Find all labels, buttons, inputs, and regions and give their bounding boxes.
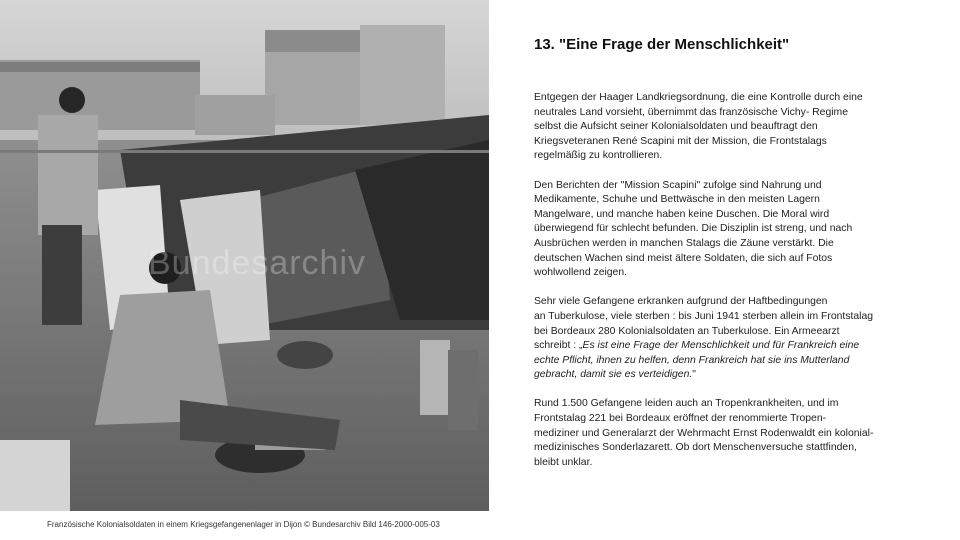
paragraph-vichy-control: Entgegen der Haager Landkriegsordnung, die eine Kontrolle durch eine neutrales Land vorsieht, übernimmt das französische Vichy- Regime selbst die Aufsicht seiner Kolonialsoldaten und beauftragt den Kriegsveteranen René Scapini mit der Mission, die Frontstalags regelmäßig zu kontrollieren. [534,92,863,162]
paragraph-tropical-diseases: Rund 1.500 Gefangene leiden auch an Tropenkrankheiten, und im Frontstalag 221 bei Bordeaux eröffnet der renommierte Tropen- mediziner und Generalarzt der Wehrmacht Ernst Rodenwaldt ein kolonial- medizinisches Sonderlazarett. Ob dort Menschenversuche stattfinden, bleibt unklar. [534,398,874,468]
page-title: 13. "Eine Frage der Menschlichkeit" [534,36,790,53]
paragraph-mission-scapini: Den Berichten der "Mission Scapini" zufolge sind Nahrung und Medikamente, Schuhe und Bettwäsche in den meisten Lagern Mangelware, und manche haben keine Duschen. Die Moral wird überwiegend für schlecht befunden. Die Disziplin ist streng, und nach Ausbrüchen werden in manchen Stalags die Zäune verstärkt. Die deutschen Wachen sind meist ältere Soldaten, die sich auf Fotos wohlwollend zeigen. [534,179,853,279]
article-body [534,91,914,485]
paragraph-tuberculosis: Sehr viele Gefangene erkranken aufgrund der Haftbedingungen an Tuberkulose, viele sterben : bis Juni 1941 sterben allein im Frontstalag bei Bordeaux 280 Kolonialsoldaten an Tuberkulose. Ein Armeearzt schreibt : „Es ist eine Frage der Menschlichkeit und für Frankreich eine echte Pflicht, ihnen zu helfen, denn Frankreich hat sie ins Mutterland gebracht, damit sie es verteidigen." [534,296,874,381]
doctor-quote: Es ist eine Frage der Menschlichkeit und für Frankreich eine echte Pflicht, ihnen zu helfen, denn Frankreich hat sie ins Mutterland gebracht, damit sie es verteidigen. [534,340,860,381]
photo-caption: Französische Kolonialsoldaten in einem Kriegsgefangenenlager in Dijon © Bundesarchiv Bild 146-2000-005-03 [47,520,440,529]
archive-photo [0,0,489,511]
bundesarchiv-watermark: Bundesarchiv [148,244,367,282]
